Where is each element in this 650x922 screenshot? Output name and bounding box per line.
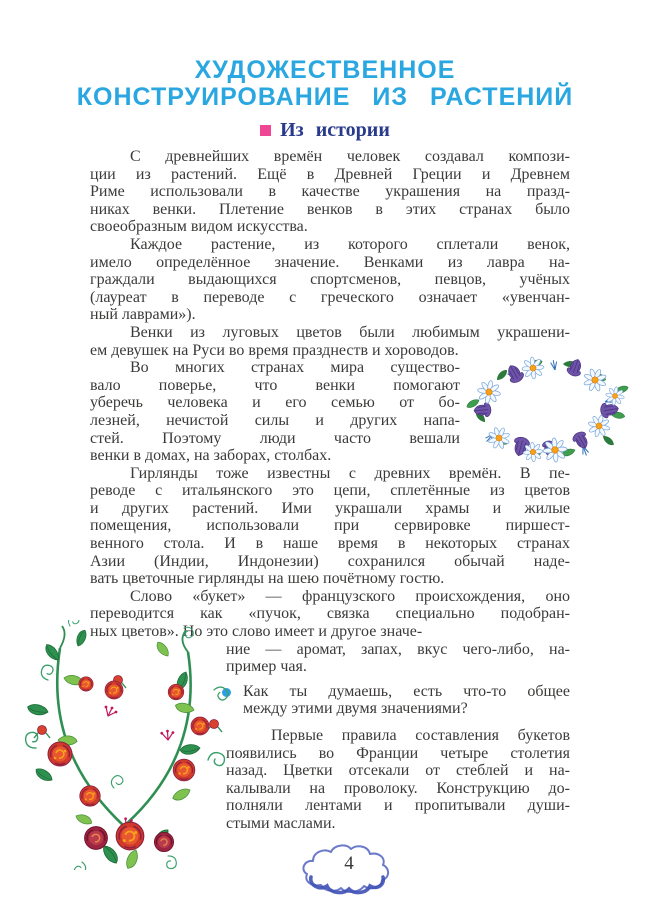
text-line: Каждое растение, из которого сплетали венок, [130, 235, 570, 253]
text-line: между этими двумя значениями? [243, 700, 468, 718]
text-line: Риме использовали в качестве украшения на празд- [90, 183, 570, 201]
page-title-line1: ХУДОЖЕСТВЕННОЕ [194, 56, 456, 84]
text-line: Во многих странах мира существо- [130, 359, 460, 377]
paragraph-2 [90, 236, 570, 324]
section-heading [0, 119, 650, 142]
text-line: стей. Поэтому люди часто вешали [90, 429, 460, 447]
text-line: имело определённое значение. Венками из лавра на- [90, 253, 570, 271]
text-line: калывали на проволоку. Конструкцию до- [226, 779, 570, 797]
text-line: ных цветов». Но это слово имеет и другое значе- [90, 623, 423, 641]
section-heading-label: Из истории [280, 119, 390, 141]
paragraph-4-wrapped-around-wreath [90, 359, 460, 465]
text-line: ем девушек на Руси во время празднеств и хороводов. [90, 341, 459, 359]
page-number: 4 [344, 853, 354, 874]
text-line: лезней, нечистой силы и других напа- [90, 411, 460, 429]
heading-square-bullet-icon [260, 125, 271, 136]
text-line: (лауреат в переводе с греческого означает «увенчан- [90, 288, 570, 306]
text-line: Слово «букет» — французского происхождения, оно [130, 587, 570, 605]
text-line: стыми маслами. [226, 814, 336, 832]
text-line: С древнейших времён человек создавал компози- [130, 148, 570, 165]
text-line: венки в домах, на заборах, столбах. [90, 447, 332, 465]
paragraph-1 [90, 148, 570, 236]
text-line: помещения, использовали при сервировке пиршест- [90, 517, 570, 535]
text-line: граждали выдающихся спортсменов, певцов, учёных [90, 271, 570, 289]
flower-wreath-illustration [463, 352, 633, 474]
page-title-line2: КОНСТРУИРОВАНИЕ ИЗ РАСТЕНИЙ [76, 83, 574, 111]
text-line: пример чая. [226, 658, 307, 676]
text-line: Как ты думаешь, есть что-то общее [243, 682, 570, 700]
text-line: появились во Франции четыре столетия [226, 744, 570, 762]
text-line: Азии (Индии, Индонезии) сохранился обычай наде- [90, 552, 570, 570]
question-block [243, 683, 570, 718]
text-line: вать цветочные гирлянды на шею почётному гостю. [90, 570, 445, 588]
text-line: никах венки. Плетение венков в этих странах было [90, 200, 570, 218]
text-line: ный лаврами»). [90, 306, 196, 324]
flower-garland-illustration [18, 620, 238, 870]
text-line: реводе с итальянского это цепи, сплетённые из цветов [90, 482, 570, 500]
text-line: уберечь человека и его семью от бо- [90, 394, 460, 412]
text-line: и других растений. Ими украшали храмы и жилые [90, 499, 570, 517]
text-line: Гирлянды тоже известны с древних времён. В пе- [130, 464, 570, 482]
paragraph-6-continuation [226, 641, 570, 676]
text-line: назад. Цветки отсекали от стеблей и на- [226, 762, 570, 780]
page-number-cloud [296, 840, 402, 898]
text-line: своеобразным видом искусства. [90, 218, 308, 236]
text-line: ние — аромат, запах, вкус чего-либо, на- [226, 640, 570, 658]
text-line: ции из растений. Ещё в Древней Греции и Древнем [90, 165, 570, 183]
page-title [0, 57, 650, 111]
text-line: переводится как «пучок, связка специально подобран- [90, 605, 570, 623]
text-line: Венки из луговых цветов были любимым украшени- [130, 323, 570, 341]
text-line: венного стола. И в наше время в некоторых странах [90, 535, 570, 553]
text-line: полняли лентами и пропитывали души- [226, 797, 570, 815]
closing-paragraph [226, 727, 570, 833]
question-text [243, 683, 570, 718]
paragraph-5 [90, 465, 570, 588]
text-line: вало поверье, что венки помогают [90, 376, 460, 394]
text-line: Первые правила составления букетов [271, 727, 570, 744]
